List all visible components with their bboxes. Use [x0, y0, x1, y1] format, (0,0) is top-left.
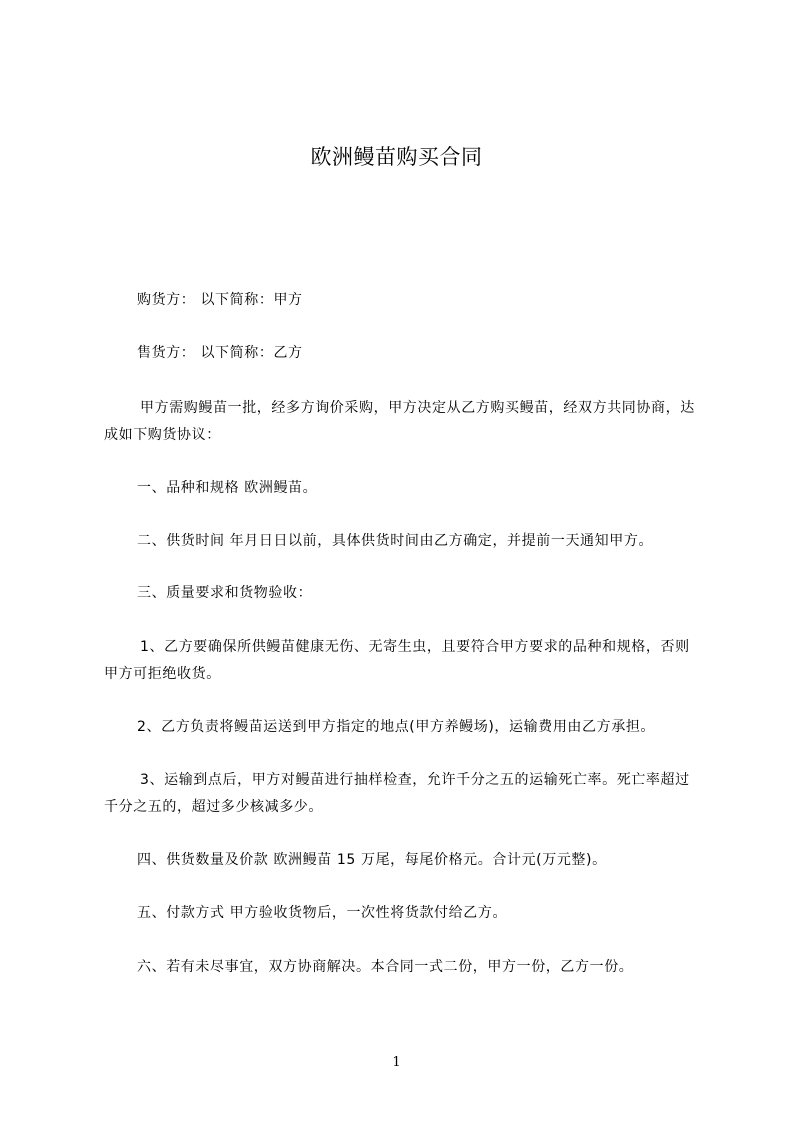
- clause-1-variety: 一、品种和规格 欧洲鳗苗。: [137, 480, 318, 496]
- page-number: 1: [392, 1055, 401, 1070]
- clause-3-item-3: 3、运输到点后，甲方对鳗苗进行抽样检查，允许千分之五的运输死亡率。死亡率超过千分之五的，超过多少核减多少。: [104, 772, 690, 815]
- clause-2-delivery-time: 二、供货时间 年月日日以前，具体供货时间由乙方确定，并提前一天通知甲方。: [137, 533, 654, 549]
- buyer-line: 购货方： 以下简称：甲方: [137, 292, 303, 308]
- preamble-paragraph: 甲方需购鳗苗一批，经多方询价采购，甲方决定从乙方购买鳗苗，经双方共同协商，达成如下购货协议：: [104, 400, 695, 443]
- clause-5-payment: 五、付款方式 甲方验收货物后，一次性将货款付给乙方。: [137, 905, 508, 921]
- clause-6-other: 六、若有未尽事宜，双方协商解决。本合同一式二份，甲方一份，乙方一份。: [137, 959, 634, 975]
- clause-3-quality: 三、质量要求和货物验收：: [137, 585, 313, 601]
- clause-3-item-1: 1、乙方要确保所供鳗苗健康无伤、无寄生虫，且要符合甲方要求的品种和规格，否则甲方可拒绝收货。: [104, 639, 690, 682]
- seller-line: 售货方： 以下简称：乙方: [137, 345, 303, 361]
- document-title: 欧洲鳗苗购买合同: [310, 145, 483, 169]
- clause-4-quantity-price: 四、供货数量及价款 欧洲鳗苗 15 万尾，每尾价格元。合计元(万元整)。: [137, 852, 607, 868]
- clause-3-item-2: 2、乙方负责将鳗苗运送到甲方指定的地点(甲方养鳗场)，运输费用由乙方承担。: [137, 719, 656, 735]
